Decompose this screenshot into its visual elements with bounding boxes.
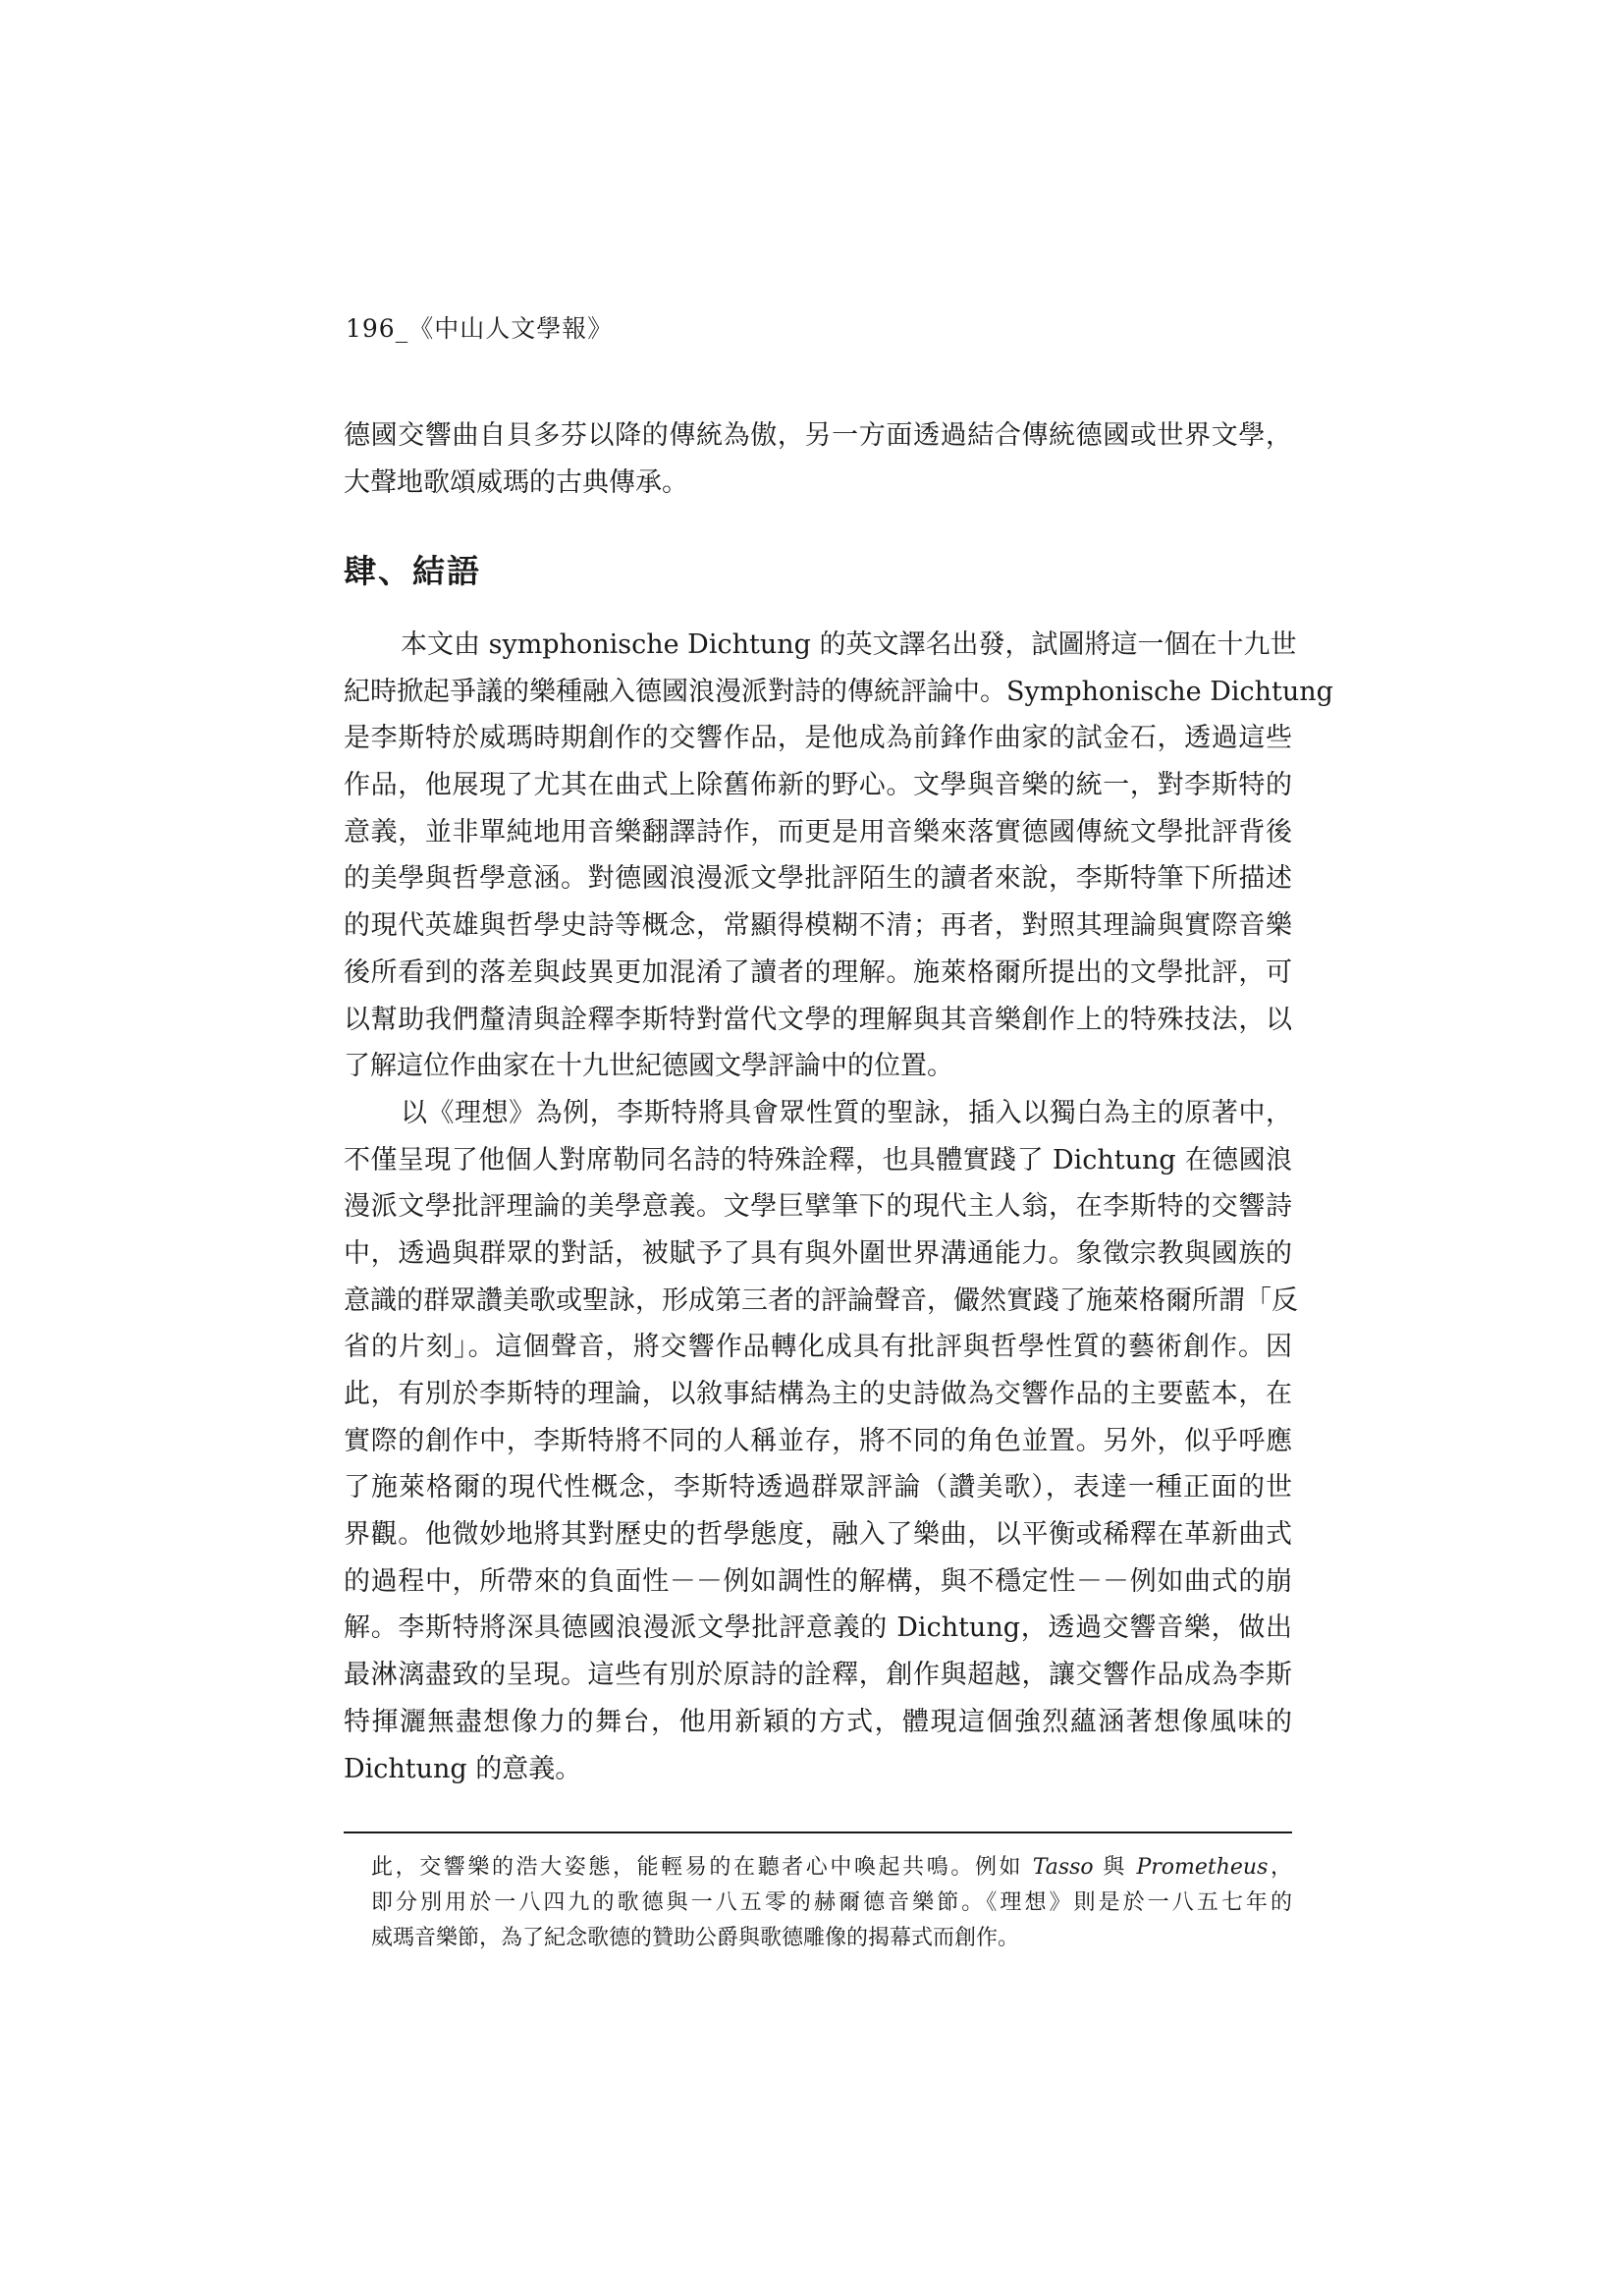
footnote bbox=[371, 1850, 1292, 1956]
text-line: 了施萊格爾的現代性概念，李斯特透過群眾評論（讚美歌），表達一種正面的世 bbox=[344, 1472, 1292, 1503]
conclusion-body bbox=[344, 622, 1333, 1792]
text-line: 是李斯特於威瑪時期創作的交響作品，是他成為前鋒作曲家的試金石，透過這些 bbox=[344, 723, 1292, 754]
text-line: 解。李斯特將深具德國浪漫派文學批評意義的 Dichtung，透過交響音樂，做出 bbox=[344, 1613, 1292, 1644]
text-line: 以《理想》為例，李斯特將具會眾性質的聖詠，插入以獨白為主的原著中， bbox=[401, 1097, 1292, 1128]
footnote-work-title: Tasso bbox=[1032, 1855, 1094, 1880]
text-line: 作品，他展現了尤其在曲式上除舊佈新的野心。文學與音樂的統一，對李斯特的 bbox=[344, 770, 1292, 801]
text-line: 不僅呈現了他個人對席勒同名詩的特殊詮釋，也具體實踐了 Dichtung 在德國浪 bbox=[344, 1144, 1292, 1175]
footnote-line: 即分別用於一八四九的歌德與一八五零的赫爾德音樂節。《理想》則是於一八五七年的 bbox=[371, 1890, 1292, 1915]
text-line: 本文由 symphonische Dichtung 的英文譯名出發，試圖將這一個在十九世 bbox=[401, 629, 1297, 660]
text-line: 紀時掀起爭議的樂種融入德國浪漫派對詩的傳統評論中。Symphonische Dichtung bbox=[344, 676, 1333, 707]
text-line: 的現代英雄與哲學史詩等概念，常顯得模糊不清；再者，對照其理論與實際音樂 bbox=[344, 910, 1292, 942]
footnote-text: 此，交響樂的浩大姿態，能輕易的在聽者心中喚起共鳴。例如 bbox=[371, 1855, 1033, 1880]
text-line: 了解這位作曲家在十九世紀德國文學評論中的位置。 bbox=[344, 1051, 953, 1082]
text-line: 後所看到的落差與歧異更加混淆了讀者的理解。施萊格爾所提出的文學批評，可 bbox=[344, 957, 1292, 988]
text-line: 最淋漓盡致的呈現。這些有別於原詩的詮釋，創作與超越，讓交響作品成為李斯 bbox=[344, 1660, 1292, 1691]
text-line: 漫派文學批評理論的美學意義。文學巨擘筆下的現代主人翁，在李斯特的交響詩 bbox=[344, 1191, 1292, 1223]
text-line: 此，有別於李斯特的理論，以敘事結構為主的史詩做為交響作品的主要藍本，在 bbox=[344, 1379, 1292, 1409]
footnote-line: 威瑪音樂節，為了紀念歌德的贊助公爵與歌德雕像的揭幕式而創作。 bbox=[371, 1926, 1020, 1950]
text-line: 以幫助我們釐清與詮釋李斯特對當代文學的理解與其音樂創作上的特殊技法，以 bbox=[344, 1004, 1292, 1035]
text-line: 實際的創作中，李斯特將不同的人稱並存，將不同的角色並置。另外，似乎呼應 bbox=[344, 1425, 1292, 1456]
text-line: 的美學與哲學意涵。對德國浪漫派文學批評陌生的讀者來說，李斯特筆下所描述 bbox=[344, 863, 1292, 895]
footnote-text: 與 bbox=[1093, 1855, 1137, 1880]
text-line: 界觀。他微妙地將其對歷史的哲學態度，融入了樂曲，以平衡或稀釋在革新曲式 bbox=[344, 1519, 1292, 1551]
running-head: 196_《中山人文學報》 bbox=[346, 314, 614, 343]
footnote-divider bbox=[344, 1831, 1292, 1833]
text-line: 省的片刻」。這個聲音，將交響作品轉化成具有批評與哲學性質的藝術創作。因 bbox=[344, 1332, 1292, 1363]
footnote-text: ， bbox=[1268, 1855, 1292, 1880]
section-heading: 肆、結語 bbox=[344, 552, 481, 590]
text-line: 特揮灑無盡想像力的舞台，他用新穎的方式，體現這個強烈蘊涵著想像風味的 bbox=[344, 1706, 1292, 1737]
footnote-line bbox=[371, 1850, 1292, 1886]
footnote-work-title: Prometheus bbox=[1136, 1855, 1269, 1880]
text-line: 大聲地歌頌威瑪的古典傳承。 bbox=[344, 467, 688, 498]
text-line: 的過程中，所帶來的負面性－－例如調性的解構，與不穩定性－－例如曲式的崩 bbox=[344, 1565, 1292, 1597]
text-line: 意識的群眾讚美歌或聖詠，形成第三者的評論聲音，儼然實踐了施萊格爾所謂「反 bbox=[344, 1285, 1298, 1316]
text-line: 德國交響曲自貝多芬以降的傳統為傲，另一方面透過結合傳統德國或世界文學， bbox=[344, 420, 1292, 451]
text-line: 中，透過與群眾的對話，被賦予了具有與外圍世界溝通能力。象徵宗教與國族的 bbox=[344, 1237, 1292, 1269]
intro-paragraph bbox=[344, 412, 1292, 507]
text-line: 意義，並非單純地用音樂翻譯詩作，而更是用音樂來落實德國傳統文學批評背後 bbox=[344, 816, 1292, 847]
text-line: Dichtung 的意義。 bbox=[344, 1753, 582, 1784]
